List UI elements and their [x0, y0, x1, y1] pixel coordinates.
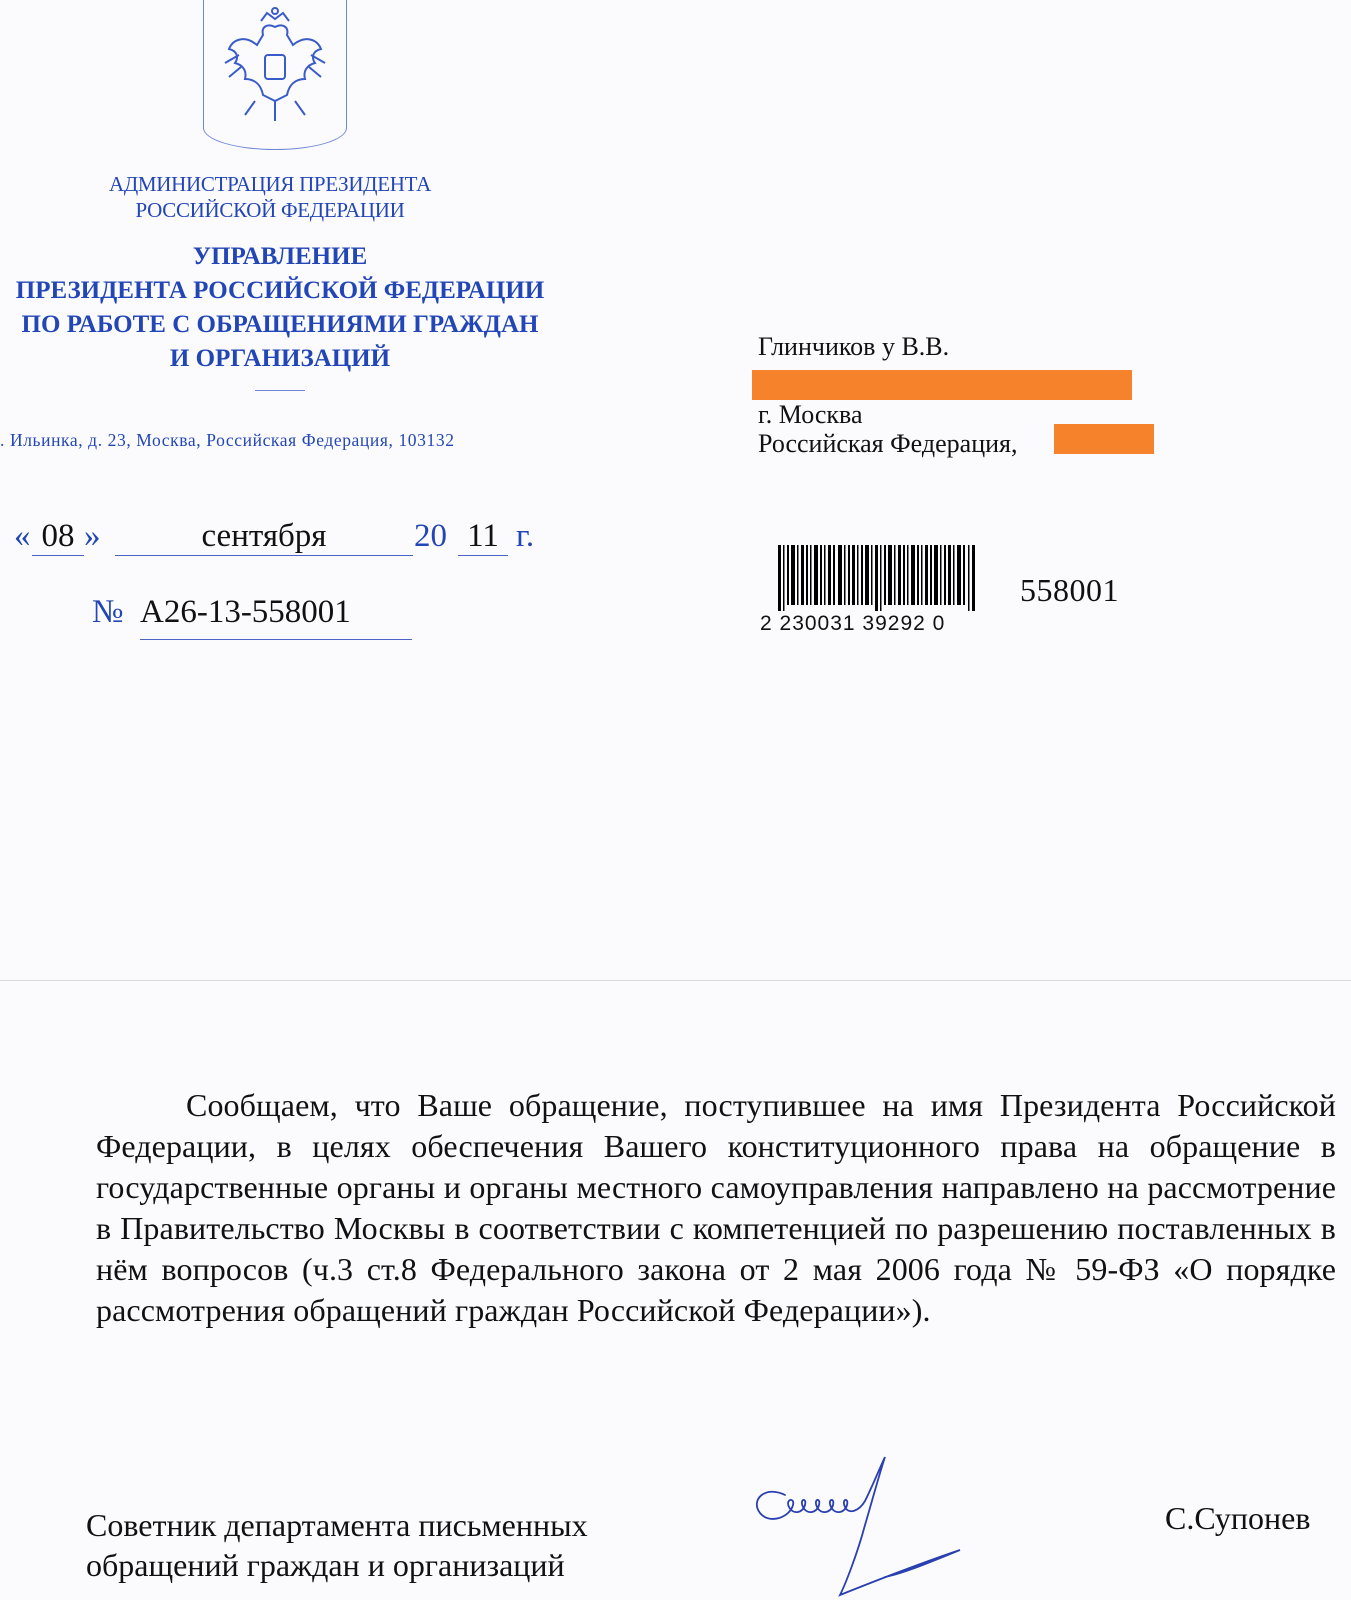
dept-title-line4: И ОРГАНИЗАЦИЙ: [169, 345, 391, 372]
redaction-postcode: [1054, 424, 1154, 454]
date-month: сентября: [115, 518, 413, 556]
reference-number: А26-13-558001: [140, 594, 412, 640]
russian-coat-of-arms-icon: [215, 5, 335, 125]
dept-title-line2: ПРЕЗИДЕНТА РОССИЙСКОЙ ФЕДЕРАЦИИ: [15, 277, 545, 304]
signer-name: С.Супонев: [1165, 1500, 1311, 1536]
barcode: [778, 545, 978, 611]
signer-position-line1: Советник департамента письменных: [86, 1507, 588, 1543]
signer-position: [86, 1505, 588, 1585]
admin-title-line1: АДМИНИСТРАЦИЯ ПРЕЗИДЕНТА: [109, 172, 431, 196]
date-open-quote: «: [14, 518, 31, 554]
letter-body: Сообщаем, что Ваше обращение, поступившее на имя Президента Российской Федерации, в целях обеспечения Вашего конституционного права на обращение в государственные органы и органы местного самоуправления направлено на рассмотрение в Правительство Москвы в соответствии с компетенцией по разрешению поставленных в нём вопросов (ч.3 ст.8 Федерального закона от 2 мая 2006 года № 59-ФЗ «О порядке рассмотрения обращений граждан Российской Федерации»).: [96, 1087, 1336, 1328]
date-year-suffix: 11: [458, 518, 508, 556]
date-close-quote: »: [84, 518, 101, 554]
dept-title-line1: УПРАВЛЕНИЕ: [192, 243, 368, 270]
letterhead-divider: [255, 390, 305, 391]
admin-title-line2: РОССИЙСКОЙ ФЕДЕРАЦИИ: [135, 198, 405, 222]
redaction-address: [752, 370, 1132, 400]
date-year-mark: г.: [516, 518, 535, 554]
letterhead-address: . Ильинка, д. 23, Москва, Российская Федерация, 103132: [0, 430, 455, 450]
signer-position-line2: обращений граждан и организаций: [86, 1547, 565, 1583]
handwritten-signature: [745, 1455, 985, 1600]
date-day: 08: [32, 518, 84, 556]
barcode-digits: 2 230031 39292 0: [760, 612, 946, 635]
dept-title-line3: ПО РАБОТЕ С ОБРАЩЕНИЯМИ ГРАЖДАН: [21, 311, 539, 338]
registration-number: 558001: [1020, 572, 1119, 608]
date-year-prefix: 20: [414, 518, 447, 554]
recipient-country: Российская Федерация,: [758, 429, 1018, 458]
paper-fold-line: [0, 980, 1351, 981]
recipient-name: Глинчиков у В.В.: [758, 332, 950, 361]
reference-number-sign: №: [92, 594, 124, 630]
recipient-city: г. Москва: [758, 400, 863, 429]
